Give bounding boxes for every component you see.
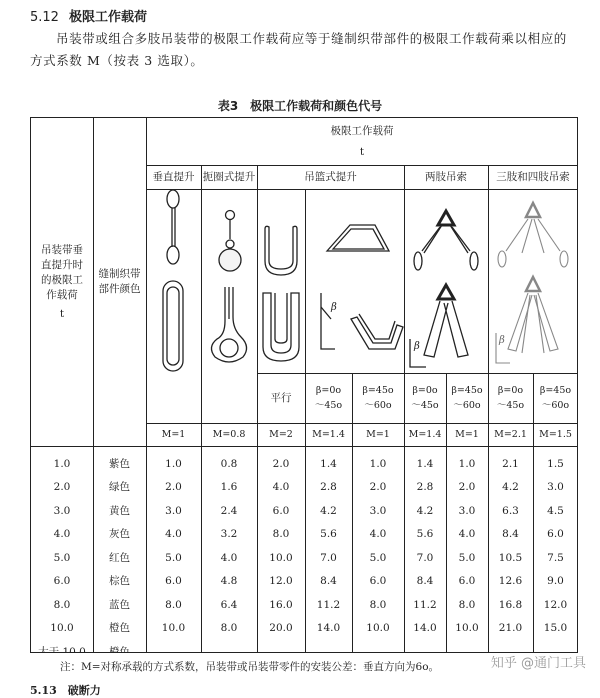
beta-range-1: β=0o ～45o [314,385,343,411]
load-cell: 1.0 [369,457,387,470]
color-cell: 灰色 [109,528,130,540]
beta-range-2: β=45o ～60o [362,385,394,411]
load-cell: 6.0 [272,504,290,517]
color-header: 缝制织带部件颜色 [98,268,141,295]
load-cell: 8.0 [272,528,290,540]
load-cell: 1.4 [320,457,337,470]
load-cell: 2.0 [165,481,182,493]
load-cell: 16.8 [498,598,523,611]
color-cell: 橙色 [109,622,130,634]
wll-cell: 5.0 [53,551,71,564]
load-cell: 5.0 [165,551,182,564]
load-cell: 4.0 [165,528,182,540]
load-cell: 5.6 [416,528,434,540]
section-number: 5.12 [30,10,59,25]
top-title: 极限工作载荷 [330,124,394,137]
beta-range-3: β=0o ～45o [411,385,439,411]
load-cell: 1.4 [416,457,434,470]
color-cell: 黄色 [109,504,130,517]
load-cell: 12.6 [498,575,523,587]
load-cell: 1.5 [547,457,564,470]
beta-range-5: β=0o ～45o [496,385,525,411]
parallel-label: 平行 [270,391,292,404]
beta-range-6: β=45o ～60o [539,385,572,411]
load-cell: 20.0 [269,622,293,634]
load-cell: 8.0 [165,598,182,611]
wll-cell: 6.0 [53,575,71,587]
load-cell: 3.0 [547,481,564,493]
load-cell: 6.4 [220,598,238,611]
load-cell: 1.0 [165,457,182,470]
load-cell: 14.0 [413,622,437,634]
load-cell: 3.0 [458,504,476,517]
wll-cell: 4.0 [53,528,71,540]
table-caption: 表3 极限工作载荷和颜色代号 [217,99,383,113]
two-leg-illustration [404,189,488,373]
factor-7: M=1 [455,429,479,440]
load-cell: 15.0 [543,622,568,634]
factor-1: M=1 [161,429,186,440]
load-cell: 8.0 [458,598,476,611]
load-cell: 6.0 [547,528,564,540]
top-unit: t [359,145,365,158]
load-cell: 2.4 [220,504,238,517]
factor-5: M=1 [366,429,390,440]
load-cell: 8.0 [369,598,387,611]
load-cell: 11.2 [316,598,341,611]
load-cell: 16.0 [269,598,293,611]
group-multi-leg: 三肢和四肢吊索 [496,170,570,183]
load-cell: 10.5 [498,551,523,564]
load-cell: 11.2 [413,598,437,611]
color-cell: 绿色 [109,481,130,493]
group-two-leg: 两肢吊索 [425,170,467,183]
load-cell: 14.0 [316,622,341,634]
load-cell: 7.5 [547,551,564,564]
factor-4: M=1.4 [312,429,345,440]
load-cell: 6.0 [458,575,476,587]
load-cell: 3.2 [220,528,238,540]
factor-2: M=0.8 [212,429,246,440]
load-cell: 7.0 [320,551,337,564]
load-cell: 21.0 [498,622,523,634]
load-cell: 2.8 [320,481,337,493]
load-cell: 7.0 [416,551,434,564]
load-cell: 5.0 [458,551,476,564]
color-cell: 棕色 [109,575,130,587]
multi-leg-illustration [488,189,578,373]
svg-text:β: β [414,341,420,352]
load-cell: 4.0 [369,528,387,540]
load-cell: 2.0 [272,457,290,470]
load-cell: 8.4 [320,575,337,587]
load-cell: 12.0 [269,575,293,587]
load-cell: 1.6 [220,481,238,493]
svg-text:β: β [331,302,337,313]
load-cell: 5.6 [320,528,337,540]
wll-unit: t [59,307,65,320]
load-cell: 3.0 [165,504,182,517]
load-cell: 4.0 [272,481,290,493]
color-cell: 蓝色 [109,598,130,611]
load-cell: 0.8 [220,457,238,470]
watermark: 知乎 @通门工具 [490,656,586,671]
load-cell: 10.0 [269,551,293,564]
color-cell: 红色 [109,551,130,564]
section-title: 极限工作载荷 [68,10,147,25]
wll-header: 吊装带垂直提升时的极限工作载荷 [41,243,83,301]
beta-range-4: β=45o ～60o [451,385,483,411]
load-cell: 10.0 [455,622,479,634]
load-cell: 4.2 [502,481,519,493]
load-cell: 4.8 [220,575,238,587]
wll-cell: 3.0 [53,504,71,517]
load-cell: 8.0 [220,622,238,634]
choke-lift-illustration [201,189,257,423]
body-paragraph: 吊装带或组合多肢吊装带的极限工作载荷应等于缝制织带部件的极限工作载荷乘以相应的方式系数 M（按表 3 选取）。 [30,31,567,68]
load-cell: 10.0 [366,622,390,634]
load-cell: 12.0 [543,598,568,611]
load-cell: 2.8 [416,481,434,493]
wll-cell: 8.0 [53,598,71,611]
wll-cell: 10.0 [50,622,74,634]
load-cell: 4.5 [547,504,564,517]
basket-angled-illustration [305,189,404,373]
load-cell: 6.0 [369,575,387,587]
factor-6: M=1.4 [408,429,442,440]
load-cell: 2.1 [502,457,519,470]
basket-parallel-illustration [257,189,305,373]
table-footnote: 注：M=对称承载的方式系数，吊装带或吊装带零件的安装公差：垂直方向为6o。 [30,652,578,679]
load-cell: 9.0 [547,575,564,587]
factor-8: M=2.1 [494,429,527,440]
factor-9: M=1.5 [539,429,572,440]
load-cell: 2.0 [369,481,387,493]
group-choke: 扼圈式提升 [202,170,256,183]
wll-cell: 2.0 [53,481,71,493]
load-cell: 4.2 [320,504,337,517]
group-vertical: 垂直提升 [152,170,195,183]
section-heading [30,6,147,25]
load-cell: 4.0 [458,528,476,540]
factor-3: M=2 [269,429,293,440]
wll-cell: 1.0 [53,457,71,470]
load-cell: 4.0 [220,551,238,564]
load-cell: 3.0 [369,504,387,517]
vertical-lift-illustration [146,189,201,423]
load-cell: 1.0 [458,457,476,470]
load-cell: 4.2 [416,504,434,517]
group-basket: 吊篮式提升 [304,170,357,183]
load-cell: 6.0 [165,575,182,587]
next-section-heading: 5.13 破断力 [30,684,101,697]
load-cell: 8.4 [416,575,434,587]
load-cell: 6.3 [502,504,519,517]
load-cell: 8.4 [502,528,519,540]
svg-text:β: β [499,335,505,346]
load-table [30,117,578,679]
load-cell: 5.0 [369,551,387,564]
load-cell: 10.0 [161,622,186,634]
load-cell: 2.0 [458,481,476,493]
color-cell: 紫色 [109,457,130,470]
